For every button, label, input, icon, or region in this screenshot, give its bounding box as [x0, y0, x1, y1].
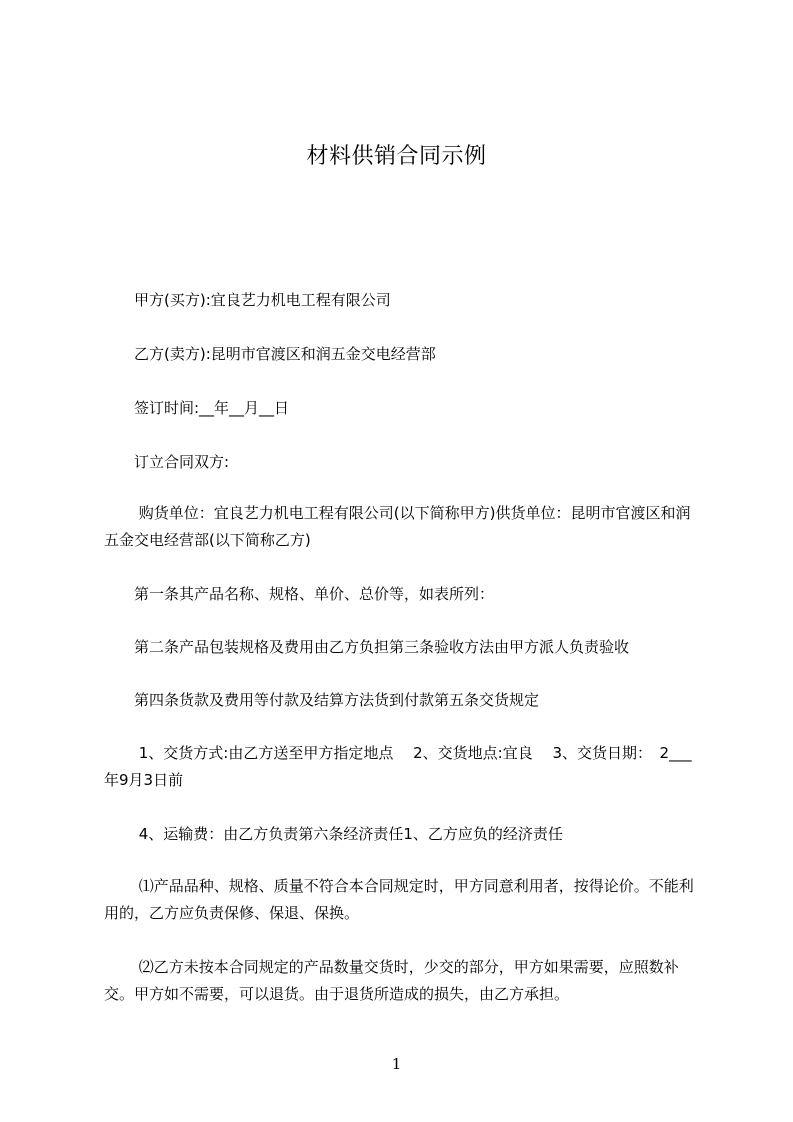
transport-fee-line: 4、运输费：由乙方负责第六条经济责任1、乙方应负的经济责任	[104, 825, 563, 843]
party-a-line: 甲方(买方):宜良艺力机电工程有限公司	[104, 291, 391, 309]
contract-parties-heading: 订立合同双方:	[104, 453, 230, 471]
article-one: 第一条其产品名称、规格、单价、总价等，如表所列：	[104, 585, 495, 603]
buyer-seller-paragraph: 购货单位：宜良艺力机电工程有限公司(以下简称甲方)供货单位：昆明市官渡区和润五金交电经营部(以下简称乙方)	[104, 504, 691, 549]
document-title: 材料供销合同示例	[306, 144, 487, 169]
delivery-terms: 1、交货方式:由乙方送至甲方指定地点 2、交货地点:宜良 3、交货日期： 2___年9月3日前	[104, 744, 692, 789]
liability-clause-1: ⑴产品品种、规格、质量不符合本合同规定时，甲方同意利用者，按得论价。不能利用的，乙方应负责保修、保退、保换。	[104, 877, 694, 922]
liability-clause-2: ⑵乙方未按本合同规定的产品数量交货时，少交的部分，甲方如果需要，应照数补交。甲方如不需要，可以退货。由于退货所造成的损失，由乙方承担。	[104, 958, 679, 1003]
article-two-three: 第二条产品包装规格及费用由乙方负担第三条验收方法由甲方派人负责验收	[104, 638, 630, 656]
party-b-line: 乙方(卖方):昆明市官渡区和润五金交电经营部	[104, 345, 436, 363]
article-four-five: 第四条货款及费用等付款及结算方法货到付款第五条交货规定	[104, 691, 540, 709]
signing-date-line: 签订时间:__年__月__日	[104, 399, 290, 417]
page-number: 1	[391, 1055, 402, 1073]
